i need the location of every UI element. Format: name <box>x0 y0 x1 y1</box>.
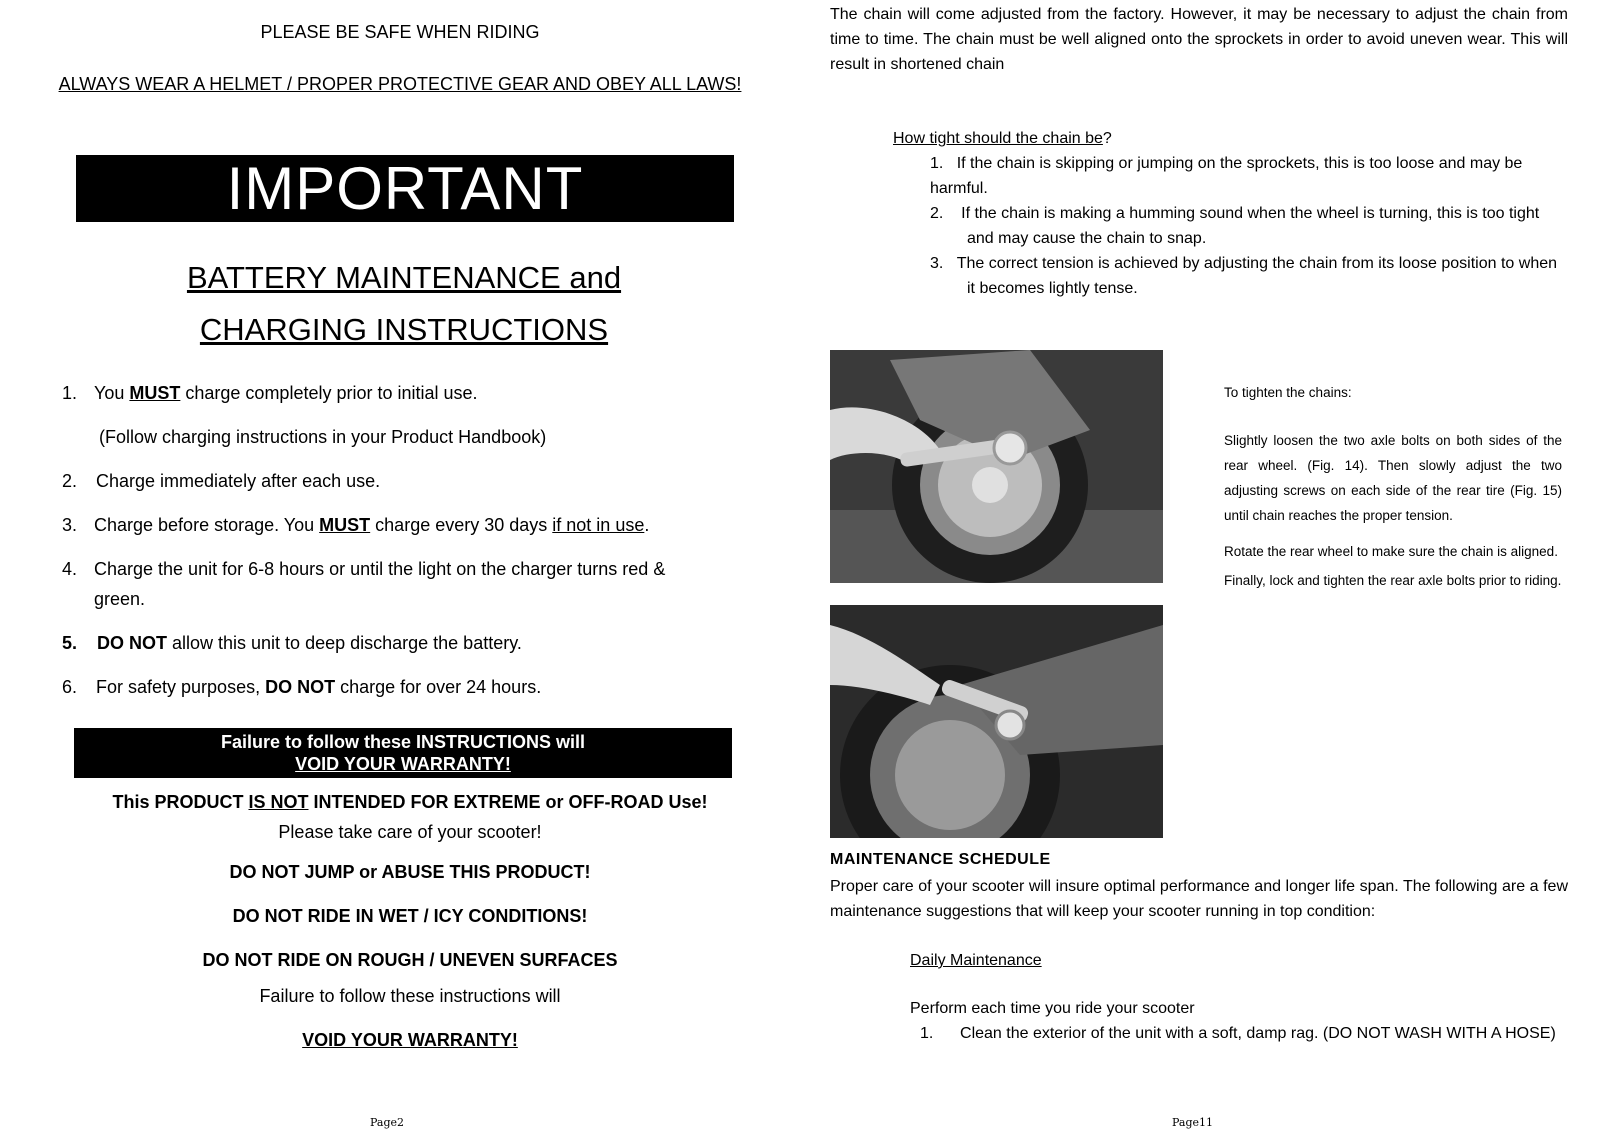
daily-maintenance-item-1: 1. Clean the exterior of the unit with a soft, damp rag. (DO NOT WASH WITH A HOSE) <box>920 1025 1556 1042</box>
emphasis-do-not: DO NOT <box>265 677 336 697</box>
warning-banner-line2: VOID YOUR WARRANTY! <box>295 754 511 774</box>
no-jump-warning: DO NOT JUMP or ABUSE THIS PRODUCT! <box>229 862 591 882</box>
no-rough-warning: DO NOT RIDE ON ROUGH / UNEVEN SURFACES <box>202 950 618 970</box>
void-warranty-text: VOID YOUR WARRANTY! <box>302 1030 518 1050</box>
rule-number: 2. <box>62 471 78 491</box>
emphasis-do-not: DO NOT <box>97 633 167 653</box>
battery-title-line1: BATTERY MAINTENANCE and <box>186 260 622 295</box>
chain-adjustment-photo-1 <box>830 350 1163 583</box>
safety-title: PLEASE BE SAFE WHEN RIDING <box>260 22 540 42</box>
rule-text: For safety purposes, DO NOT charge for over 24 hours. <box>96 677 542 697</box>
rule-number: 3. <box>62 515 78 535</box>
rule-number: 5. <box>62 633 78 653</box>
failure-text: Failure to follow these instructions will <box>259 986 561 1006</box>
warning-banner-line1: Failure to follow these INSTRUCTIONS will <box>220 732 586 752</box>
tighten-step-1: Slightly loosen the two axle bolts on both sides of the rear wheel. (Fig. 14). Then slowly adjust the two adjusting screws on each side of the rear tire (Fig. 15) until chain reaches the proper tension. <box>1224 433 1562 523</box>
page-number-right: Page11 <box>1172 1116 1214 1129</box>
chain-tension-item-3: 3. The correct tension is achieved by adjusting the chain from its loose position to when it becomes lightly tense. <box>930 255 1558 297</box>
rule-text: Charge the unit for 6-8 hours or until the light on the charger turns red & green. <box>94 559 666 609</box>
rule-text: Charge immediately after each use. <box>96 471 381 491</box>
maintenance-text: Proper care of your scooter will insure optimal performance and longer life span. The following are a few maintenance suggestions that will keep your scooter running in top condition: <box>830 878 1568 920</box>
page-number-left: Page2 <box>370 1116 405 1129</box>
no-wet-warning: DO NOT RIDE IN WET / ICY CONDITIONS! <box>232 906 588 926</box>
rule-note-text: (Follow charging instructions in your Product Handbook) <box>99 427 547 447</box>
battery-title <box>0 252 808 356</box>
chain-tension-item-2: 2. If the chain is making a humming sound when the wheel is turning, this is too tight and may cause the chain to snap. <box>930 205 1540 247</box>
emphasis-must: MUST <box>319 515 371 535</box>
rule-number: 6. <box>62 677 78 697</box>
rule-text: You MUST charge completely prior to initial use. <box>94 383 478 403</box>
rule-text: DO NOT allow this unit to deep discharge the battery. <box>97 633 522 653</box>
chain-tension-item-1: 1. If the chain is skipping or jumping on the sprockets, this is too loose and may be harmful. <box>930 155 1523 197</box>
rule-number: 1. <box>62 383 78 403</box>
maintenance-title: MAINTENANCE SCHEDULE <box>830 851 1051 868</box>
take-care-text: Please take care of your scooter! <box>278 822 542 842</box>
important-banner: IMPORTANT <box>76 155 734 222</box>
chain-question: How tight should the chain be? <box>893 130 1112 147</box>
emphasis-underline: if not in use <box>552 515 645 535</box>
chain-adjustment-photo-2 <box>830 605 1163 838</box>
safety-subtitle: ALWAYS WEAR A HELMET / PROPER PROTECTIVE GEAR AND OBEY ALL LAWS! <box>58 74 742 94</box>
battery-title-line2: CHARGING INSTRUCTIONS <box>199 312 609 347</box>
warning-banner <box>74 728 732 778</box>
not-intended-notice: This PRODUCT IS NOT INTENDED FOR EXTREME or OFF-ROAD Use! <box>112 792 708 812</box>
daily-maintenance-desc: Perform each time you ride your scooter <box>910 1000 1195 1017</box>
tighten-step-3: Finally, lock and tighten the rear axle bolts prior to riding. <box>1224 573 1562 588</box>
rule-text: Charge before storage. You MUST charge every 30 days if not in use. <box>94 515 650 535</box>
rule-number: 4. <box>62 559 78 579</box>
tighten-step-2: Rotate the rear wheel to make sure the chain is aligned. <box>1224 544 1558 559</box>
daily-maintenance-title: Daily Maintenance <box>910 952 1042 969</box>
tighten-title: To tighten the chains: <box>1224 385 1352 400</box>
chain-intro-text: The chain will come adjusted from the factory. However, it may be necessary to adjust the chain from time to time. The chain must be well aligned onto the sprockets in order to avoid uneven wear. This will result in shortened chain <box>830 6 1568 73</box>
chain-tension-list <box>930 151 1560 301</box>
emphasis-must: MUST <box>129 383 181 403</box>
tighten-instructions <box>1224 380 1562 593</box>
